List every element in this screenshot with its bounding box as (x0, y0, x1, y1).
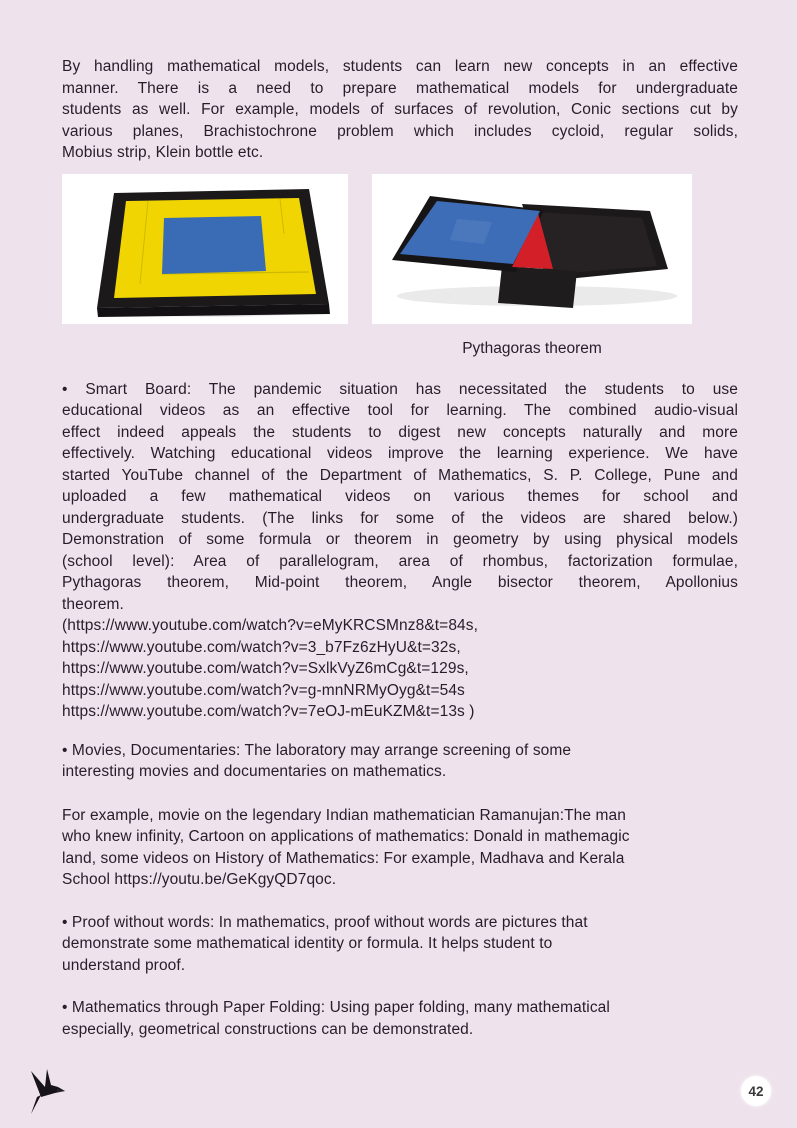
figure-caption: Pythagoras theorem (462, 339, 602, 357)
pythagoras-model-photo-2 (372, 174, 692, 324)
figure-row (62, 174, 738, 324)
pythagoras-model-photo-1 (62, 174, 348, 324)
bird-logo-icon (24, 1068, 68, 1116)
smart-board-paragraph: • Smart Board: The pandemic situation has necessitated the students to use educational videos as an effective tool for learning. The combined audio-visual effect indeed appeals the students to digest new concepts naturally and more effectively. Watching educational videos improve the learning experience. We have started YouTube channel of the Department of Mathematics, S. P. College, Pune and uploaded a few mathematical videos on various themes for school and undergraduate students. (The links for some of the videos are shared below.) Demonstration of some formula or theorem in geometry by using physical models (school level): Area of parallelogram, area of rhombus, factorization formulae, Pythagoras theorem, Mid-point theorem, Angle bisector theorem, Apollonius theorem. (62, 380, 738, 613)
paper-folding-paragraph: • Mathematics through Paper Folding: Using paper folding, many mathematical especially, geometrical constructions can be demonstrated. (62, 999, 610, 1038)
movies-example-paragraph: For example, movie on the legendary Indian mathematician Ramanujan:The man who knew infinity, Cartoon on applications of mathematics: Donald in mathemagic land, some videos on History of Mathematics: For example, Madhava and Kerala School https://youtu.be/GeKgyQD7qoc. (62, 806, 630, 888)
video-links-list[interactable]: (https://www.youtube.com/watch?v=eMyKRCSMnz8&t=84s, https://www.youtube.com/watch?v=3_b7Fz6zHyU&t=32s, https://www.youtube.com/watch?v=SxlkVyZ6mCg&t=129s, https://www.youtube.com/watch?v=g-mnNRMyOyg&t=54s https://www.youtube.com/watch?v=7eOJ-mEuKZM&t=13s ) (62, 617, 479, 720)
proof-without-words-paragraph: • Proof without words: In mathematics, proof without words are pictures that demonstrate some mathematical identity or formula. It helps student to understand proof. (62, 913, 588, 974)
page-number-badge (741, 1076, 771, 1106)
intro-paragraph: By handling mathematical models, students can learn new concepts in an effective manner. There is a need to prepare mathematical models for undergraduate students as well. For example, models of surfaces of revolution, Conic sections cut by various planes, Brachistochrone problem which includes cycloid, regular solids, Mobius strip, Klein bottle etc. (62, 58, 738, 161)
movies-paragraph: • Movies, Documentaries: The laboratory may arrange screening of some interesting movies and documentaries on mathematics. (62, 741, 572, 780)
page-number: 42 (748, 1083, 764, 1099)
page-content (62, 56, 738, 1040)
